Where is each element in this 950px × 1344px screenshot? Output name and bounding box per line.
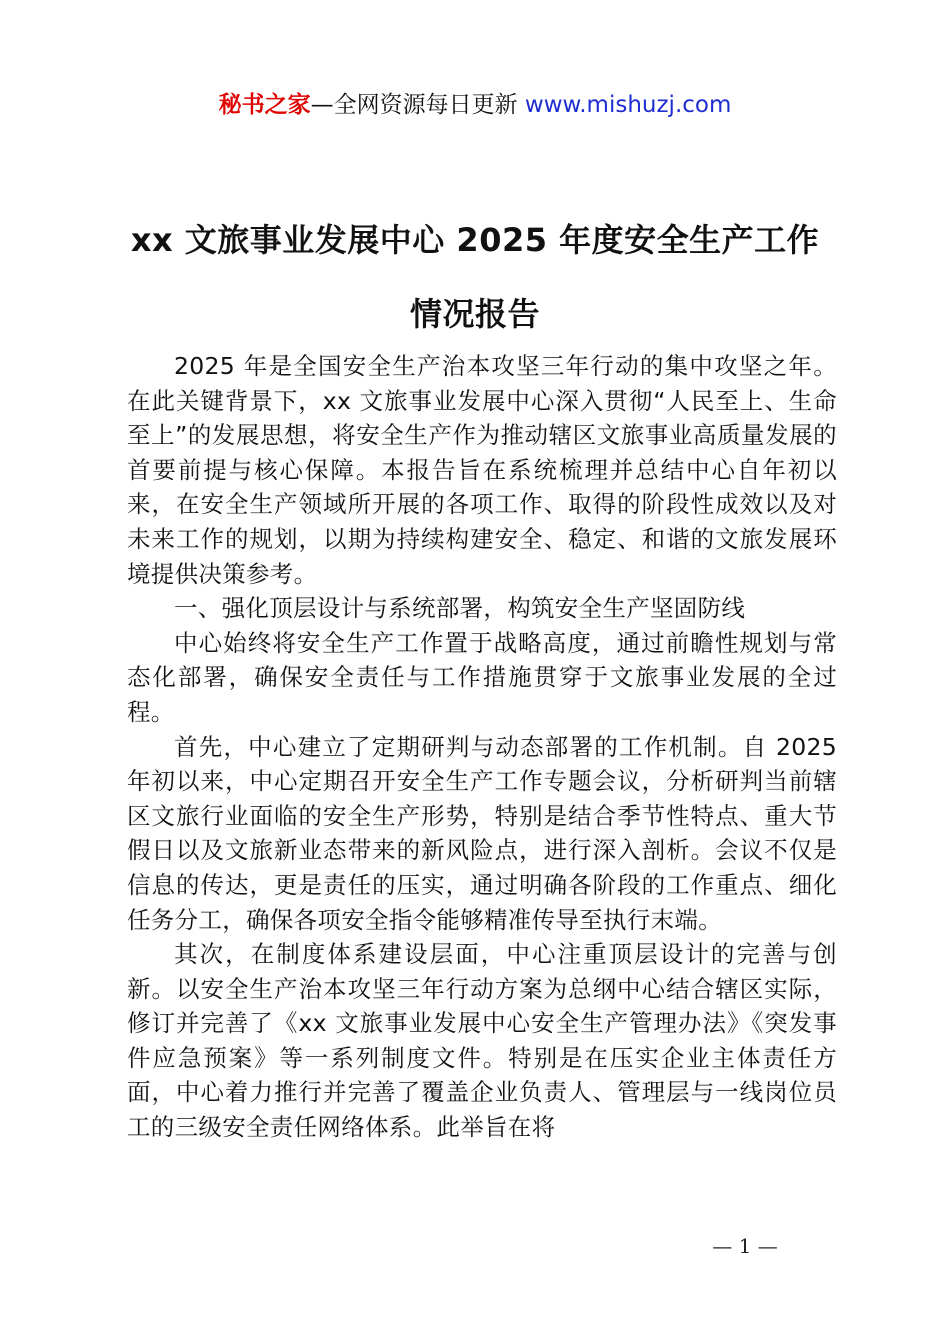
paragraph-first: 首先，中心建立了定期研判与动态部署的工作机制。自 2025 年初以来，中心定期召开安全生产工作专题会议，分析研判当前辖区文旅行业面临的安全生产形势，特别是结合季节性特点、重大节假日以及文旅新业态带来的新风险点，进行深入剖析。会议不仅是信息的传达，更是责任的压实，通过明确各阶段的工作重点、细化任务分工，确保各项安全指令能够精准传导至执行末端。	[127, 732, 837, 934]
paragraph-intro: 2025 年是全国安全生产治本攻坚三年行动的集中攻坚之年。在此关键背景下，xx 文旅事业发展中心深入贯彻“人民至上、生命至上”的发展思想，将安全生产作为推动辖区文旅事业高质量发展的首要前提与核心保障。本报告旨在系统梳理并总结中心自年初以来，在安全生产领域所开展的各项工作、取得的阶段性成效以及对未来工作的规划，以期为持续构建安全、稳定、和谐的文旅发展环境提供决策参考。	[127, 352, 837, 588]
header-tagline: —全网资源每日更新	[310, 92, 525, 118]
paragraph-second: 其次，在制度体系建设层面，中心注重顶层设计的完善与创新。以安全生产治本攻坚三年行动方案为总纲中心结合辖区实际，修订并完善了《xx 文旅事业发展中心安全生产管理办法》《突发事件应急预案》等一系列制度文件。特别是在压实企业主体责任方面，中心着力推行并完善了覆盖企业负责人、管理层与一线岗位员工的三级安全责任网络体系。此举旨在将	[127, 940, 837, 1142]
section-heading-1: 一、强化顶层设计与系统部署，构筑安全生产坚固防线	[174, 594, 746, 623]
document-body	[127, 349, 837, 1145]
paragraph-overview: 中心始终将安全生产工作置于战略高度，通过前瞻性规划与常态化部署，确保安全责任与工作措施贯穿于文旅事业发展的全过程。	[127, 628, 837, 726]
site-url-link[interactable]: www.mishuzj.com	[524, 92, 732, 118]
document-title	[40, 203, 910, 351]
page-number: — 1 —	[712, 1234, 778, 1258]
title-line-2: 情况报告	[409, 295, 540, 334]
brand-name: 秘书之家	[218, 92, 311, 118]
site-header	[0, 88, 950, 122]
title-line-1: xx 文旅事业发展中心 2025 年度安全生产工作	[130, 221, 820, 260]
